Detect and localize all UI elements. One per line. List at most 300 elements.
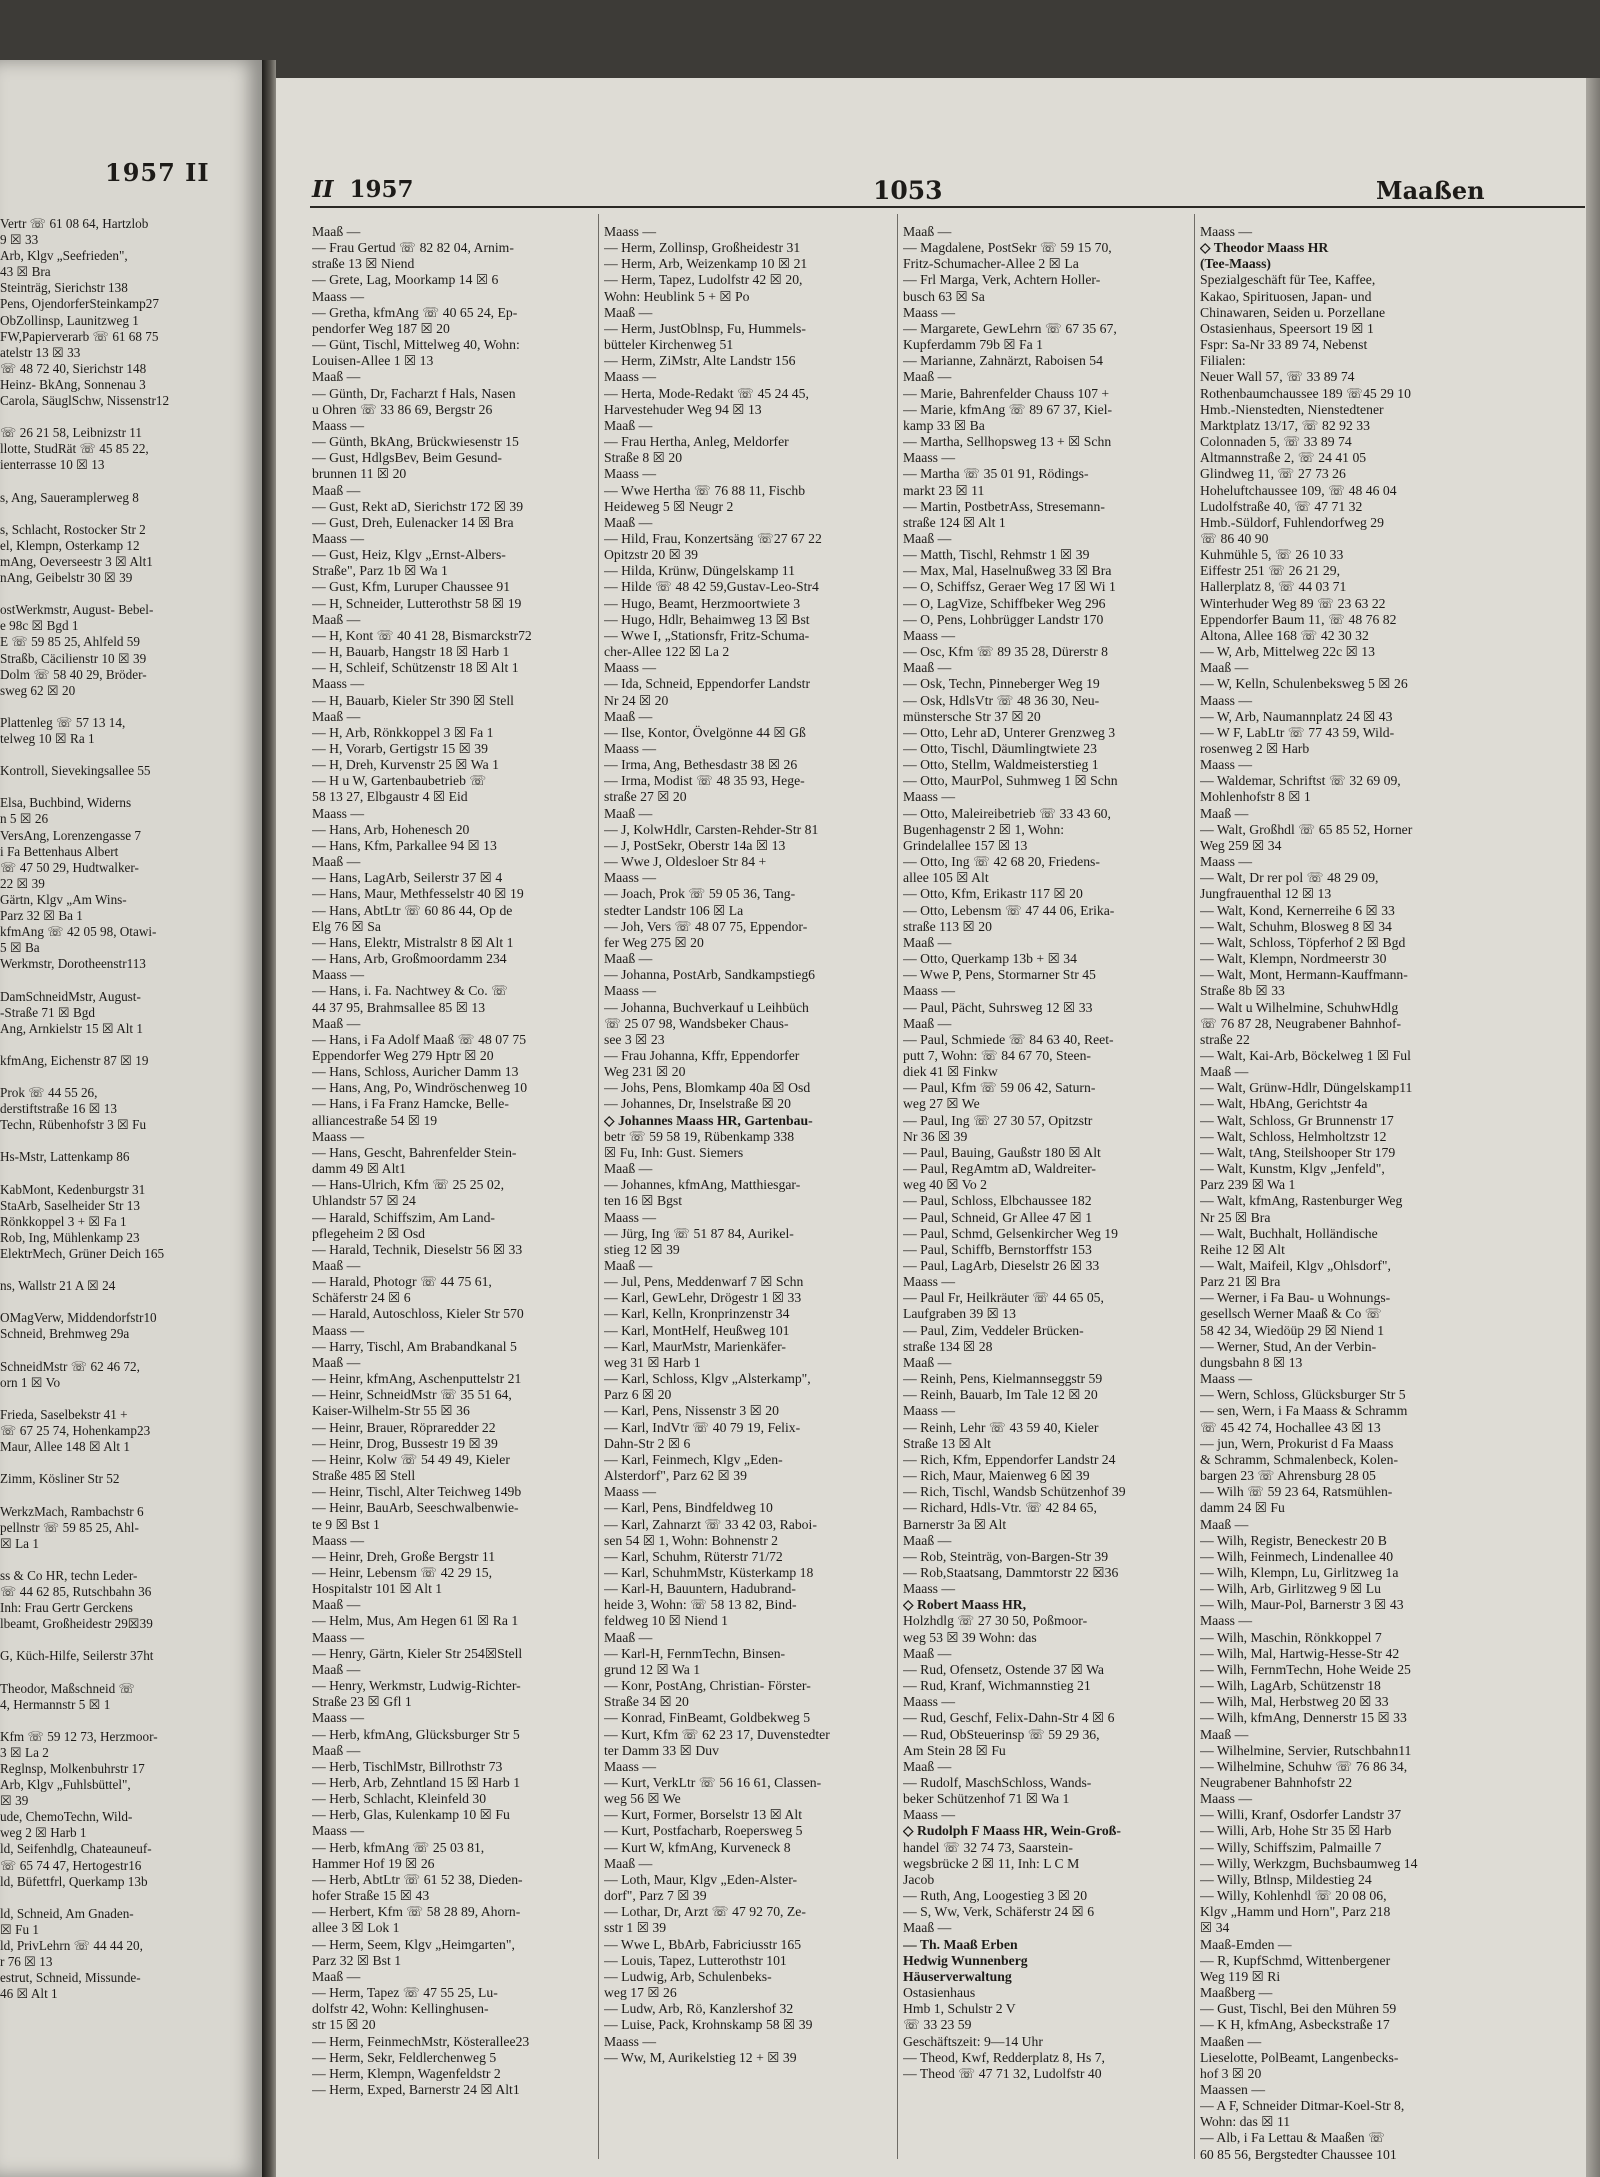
directory-line: — W, Kelln, Schulenbeksweg 5 ☒ 26: [1200, 676, 1408, 692]
directory-line: Maass —: [604, 1484, 657, 1500]
directory-line: s, Ang, Saueramplerweg 8: [0, 489, 139, 505]
directory-line: Maass —: [312, 1823, 365, 1839]
directory-line: Maass —: [312, 1532, 365, 1548]
directory-line: — Paul, LagArb, Dieselstr 26 ☒ 33: [903, 1258, 1100, 1273]
directory-line: handel ☏ 32 74 73, Saarstein-: [903, 1839, 1073, 1855]
directory-line: dorf", Parz 7 ☒ 39: [604, 1888, 707, 1904]
directory-line: [0, 1713, 262, 1729]
directory-line: 60 85 56, Bergstedter Chaussee 101: [1200, 2146, 1397, 2162]
directory-line: Parz 32 ☒ Ba 1: [0, 908, 83, 924]
directory-line: [0, 1455, 262, 1471]
directory-line: Arb, Klgv „Fuhlsbüttel",: [0, 1777, 131, 1793]
directory-line: Maass —: [903, 983, 956, 999]
directory-line: 22 ☒ 39: [0, 875, 45, 891]
column-divider: [1194, 214, 1195, 2159]
directory-line: Maass —: [312, 967, 365, 983]
directory-line: sen 54 ☒ 1, Wohn: Bohnenstr 2: [604, 1532, 779, 1548]
directory-line: derstiftstraße 16 ☒ 13: [0, 1101, 117, 1117]
directory-line: Maaß —: [312, 1015, 361, 1031]
directory-line: Maaß —: [1200, 1064, 1249, 1080]
directory-line: sweg 62 ☒ 20: [0, 682, 76, 698]
directory-line: — Karl, Kelln, Kronprinzenstr 34: [604, 1306, 790, 1322]
directory-line: ◇ Robert Maass HR,: [903, 1597, 1027, 1613]
directory-line: weg 31 ☒ Harb 1: [604, 1354, 701, 1370]
directory-line: ld, Schneid, Am Gnaden-: [0, 1905, 134, 1921]
directory-line: Maaß —: [903, 1758, 952, 1774]
directory-line: Eppendorfer Baum 11, ☏ 48 76 82: [1200, 611, 1397, 627]
directory-line: FW,Papierverarb ☏ 61 68 75: [0, 328, 159, 344]
directory-line: [0, 586, 262, 602]
directory-line: telweg 10 ☒ Ra 1: [0, 731, 95, 746]
directory-line: Weg 119 ☒ Ri: [1200, 1968, 1281, 1984]
directory-line: Lieselotte, PolBeamt, Langenbecks-: [1200, 2049, 1399, 2065]
directory-line: ObZollinsp, Launitzweg 1: [0, 312, 139, 328]
directory-line: Nr 36 ☒ 39: [903, 1128, 968, 1144]
directory-line: Louisen-Allee 1 ☒ 13: [312, 353, 434, 369]
directory-line: ld, Seifenhdlg, Chateauneuf-: [0, 1841, 152, 1857]
directory-line: — Karl, Zahnarzt ☏ 33 42 03, Raboi-: [604, 1516, 817, 1532]
directory-line: Parz 32 ☒ Bst 1: [312, 1952, 402, 1968]
directory-line: — J, PostSekr, Oberstr 14a ☒ 13: [604, 837, 786, 853]
directory-line: Carola, SäuglSchw, Nissenstr12: [0, 393, 170, 409]
directory-line: 9 ☒ 33: [0, 232, 39, 248]
directory-line: — Herb, Glas, Kulenkamp 10 ☒ Fu: [312, 1807, 510, 1823]
directory-line: — Hans, Schloss, Auricher Damm 13: [312, 1064, 519, 1080]
directory-line: — Wilh ☏ 59 23 64, Ratsmühlen-: [1200, 1484, 1393, 1500]
directory-line: 43 ☒ Bra: [0, 264, 51, 280]
directory-line: Rönkkoppel 3 + ☒ Fa 1: [0, 1213, 127, 1229]
directory-line: [0, 1343, 262, 1359]
directory-line: — Paul, Zim, Veddeler Brücken-: [903, 1322, 1084, 1338]
directory-line: — Hilda, Krünw, Düngelskamp 11: [604, 563, 795, 579]
directory-line: — Paul Fr, Heilkräuter ☏ 44 65 05,: [903, 1290, 1104, 1306]
directory-line: ☒ Fu, Inh: Gust. Siemers: [604, 1144, 744, 1160]
directory-line: estrut, Schneid, Missunde-: [0, 1970, 141, 1986]
directory-line: — Jürg, Ing ☏ 51 87 84, Aurikel-: [604, 1225, 794, 1241]
directory-line: Maass —: [312, 676, 365, 692]
directory-line: Maaß —: [312, 369, 361, 385]
directory-line: — Rud, ObSteuerinsp ☏ 59 29 36,: [903, 1726, 1100, 1742]
directory-line: ☏ 44 62 85, Rutschbahn 36: [0, 1583, 152, 1599]
directory-line: [0, 779, 262, 795]
directory-line: — Wwe I, „Stationsfr, Fritz-Schuma-: [604, 627, 810, 643]
directory-line: Parz 21 ☒ Bra: [1200, 1274, 1281, 1290]
directory-line: — Wilh, kfmAng, Dennerstr 15 ☒ 33: [1200, 1710, 1407, 1726]
directory-line: Maaß —: [1200, 660, 1249, 676]
directory-line: Ludolfstraße 40, ☏ 47 71 32: [1200, 498, 1363, 514]
directory-line: — Willy, Werkzgm, Buchsbaumweg 14: [1200, 1855, 1418, 1871]
directory-line: Maaß —: [604, 514, 653, 530]
directory-line: — Kurt, Postfacharb, Roepersweg 5: [604, 1823, 803, 1839]
directory-line: Heinz- BkAng, Sonnenau 3: [0, 376, 146, 392]
directory-line: — Hans, Arb, Großmoordamm 234: [312, 951, 507, 967]
directory-line: weg 53 ☒ 39 Wohn: das: [903, 1629, 1037, 1645]
directory-line: — Harald, Photogr ☏ 44 75 61,: [312, 1274, 492, 1290]
directory-line: Nr 25 ☒ Bra: [1200, 1209, 1271, 1225]
directory-line: — Karl, GewLehr, Drögestr 1 ☒ 33: [604, 1290, 802, 1306]
directory-line: Maaß —: [312, 1258, 361, 1273]
directory-line: — Heinr, Dreh, Große Bergstr 11: [312, 1548, 496, 1564]
column-divider: [598, 214, 599, 2159]
directory-line: Maass —: [1200, 757, 1253, 773]
directory-line: Ostasienhaus, Speersort 19 ☒ 1: [1200, 320, 1374, 336]
directory-line: — Günt, Tischl, Mittelweg 40, Wohn:: [312, 337, 520, 353]
directory-line: — Waldemar, Schriftst ☏ 32 69 09,: [1200, 773, 1401, 789]
directory-line: weg 17 ☒ 26: [604, 1985, 677, 2001]
directory-line: brunnen 11 ☒ 20: [312, 466, 407, 482]
directory-line: Maaß —: [1200, 1726, 1249, 1742]
directory-line: — Theod ☏ 47 71 32, Ludolfstr 40: [903, 2065, 1102, 2081]
directory-line: [0, 747, 262, 763]
directory-line: — Martha, Sellhopsweg 13 + ☒ Schn: [903, 434, 1112, 450]
directory-line: — Herm, FeinmechMstr, Kösterallee23: [312, 2033, 530, 2049]
directory-line: Straße 23 ☒ Gfl 1: [312, 1694, 412, 1710]
directory-line: Winterhuder Weg 89 ☏ 23 63 22: [1200, 595, 1386, 611]
directory-line: — Paul, Pächt, Suhrsweg 12 ☒ 33: [903, 999, 1093, 1015]
directory-line: Hmb.-Nienstedten, Nienstedtener: [1200, 401, 1384, 417]
directory-line: damm 24 ☒ Fu: [1200, 1500, 1285, 1516]
directory-line: ienterrasse 10 ☒ 13: [0, 457, 105, 473]
directory-line: ns, Wallstr 21 A ☒ 24: [0, 1278, 116, 1294]
directory-line: — Wilhelmine, Servier, Rutschbahn11: [1200, 1742, 1412, 1758]
directory-line: Steinträg, Sierichstr 138: [0, 280, 128, 296]
directory-line: Inh: Frau Gertr Gerckens: [0, 1600, 133, 1616]
directory-line: Maass —: [903, 1807, 956, 1823]
directory-line: — Hans, Arb, Hohenesch 20: [312, 821, 470, 837]
directory-line: — Walt, Dr rer pol ☏ 48 29 09,: [1200, 870, 1379, 886]
directory-line: hof 3 ☒ 20: [1200, 2065, 1262, 2081]
directory-line: — Max, Mal, Haselnußweg 33 ☒ Bra: [903, 563, 1112, 579]
directory-line: VersAng, Lorenzengasse 7: [0, 827, 141, 843]
directory-line: Maass —: [312, 417, 365, 433]
directory-line: Elg 76 ☒ Sa: [312, 918, 381, 934]
directory-line: — Karl, Pens, Nissenstr 3 ☒ 20: [604, 1403, 779, 1419]
directory-line: Glindweg 11, ☏ 27 73 26: [1200, 466, 1346, 482]
directory-line: Barnerstr 3a ☒ Alt: [903, 1516, 1007, 1532]
directory-line: — Osk, Techn, Pinneberger Weg 19: [903, 676, 1100, 692]
directory-line: — Hans, Elektr, Mistralstr 8 ☒ Alt 1: [312, 934, 514, 950]
directory-line: — Marie, Bahrenfelder Chauss 107 +: [903, 385, 1110, 401]
directory-line: — Herm, Zollinsp, Großheidestr 31: [604, 240, 801, 256]
directory-line: — Joach, Prok ☏ 59 05 36, Tang-: [604, 886, 796, 902]
directory-line: — Rud, Geschf, Felix-Dahn-Str 4 ☒ 6: [903, 1710, 1115, 1726]
directory-line: (Tee-Maass): [1200, 256, 1271, 272]
directory-line: E ☏ 59 85 25, Ahlfeld 59: [0, 634, 140, 650]
directory-line: Jungfrauenthal 12 ☒ 13: [1200, 886, 1332, 902]
directory-line: — Irma, Ang, Bethesdastr 38 ☒ 26: [604, 757, 798, 773]
directory-line: Kaiser-Wilhelm-Str 55 ☒ 36: [312, 1403, 470, 1419]
directory-line: [0, 1664, 262, 1680]
directory-line: Spezialgeschäft für Tee, Kaffee,: [1200, 272, 1376, 288]
directory-line: ☒ 39: [0, 1793, 29, 1809]
directory-line: — Heinr, Tischl, Alter Teichweg 149b: [312, 1484, 522, 1500]
directory-line: [0, 972, 262, 988]
directory-line: Maass —: [604, 1209, 657, 1225]
directory-line: Maaß —: [604, 708, 653, 724]
directory-line: weg 27 ☒ We: [903, 1096, 980, 1112]
directory-line: WerkzMach, Rambachstr 6: [0, 1503, 144, 1519]
directory-line: — Hild, Frau, Konzertsäng ☏27 67 22: [604, 530, 822, 546]
directory-line: — Hugo, Beamt, Herzmoortwiete 3: [604, 595, 801, 611]
directory-line: Maass —: [1200, 1613, 1253, 1629]
directory-line: weg 2 ☒ Harb 1: [0, 1825, 87, 1841]
directory-line: — Rich, Tischl, Wandsb Schützenhof 39: [903, 1484, 1126, 1500]
directory-line: G, Küch-Hilfe, Seilerstr 37ht: [0, 1648, 154, 1664]
directory-line: ☏ 86 40 90: [1200, 530, 1269, 546]
directory-line: — J, KolwHdlr, Carsten-Rehder-Str 81: [604, 821, 819, 837]
directory-line: Wohn: Heublink 5 + ☒ Po: [604, 288, 750, 304]
directory-line: — Paul, Schloss, Elbchaussee 182: [903, 1193, 1092, 1209]
directory-line: — Walt, Klempn, Nordmeerstr 30: [1200, 951, 1387, 967]
year: 1957: [349, 176, 414, 203]
directory-line: Ostasienhaus: [903, 1985, 976, 2001]
directory-line: pellnstr ☏ 59 85 25, Ahl-: [0, 1519, 139, 1535]
directory-line: — Wwe Hertha ☏ 76 88 11, Fischb: [604, 482, 806, 498]
directory-line: — Werner, i Fa Bau- u Wohnungs-: [1200, 1290, 1391, 1306]
directory-line: — Alb, i Fa Lettau & Maaßen ☏: [1200, 2130, 1386, 2146]
directory-line: — S, Ww, Verk, Schäferstr 24 ☒ 6: [903, 1904, 1095, 1920]
directory-line: — Paul, Bauing, Gaußstr 180 ☒ Alt: [903, 1144, 1101, 1160]
directory-line: — Herm, Tapez, Ludolfstr 42 ☒ 20,: [604, 272, 803, 288]
directory-line: [0, 1037, 262, 1053]
directory-line: — Heinr, BauArb, Seeschwalbenwie-: [312, 1500, 519, 1516]
directory-line: — Herb, TischlMstr, Billrothstr 73: [312, 1758, 503, 1774]
directory-line: KabMont, Kedenburgstr 31: [0, 1181, 146, 1197]
directory-line: Neugrabener Bahnhofstr 22: [1200, 1775, 1353, 1790]
directory-line: — Herm, Arb, Weizenkamp 10 ☒ 21: [604, 256, 808, 272]
directory-line: — Herbert, Kfm ☏ 58 28 89, Ahorn-: [312, 1904, 521, 1920]
directory-line: — Walt u Wilhelmine, SchuhwHdlg: [1200, 999, 1399, 1015]
directory-line: — Theod, Kwf, Redderplatz 8, Hs 7,: [903, 2049, 1105, 2065]
directory-line: Maass —: [312, 1629, 365, 1645]
directory-line: Maass —: [604, 741, 657, 756]
directory-line: — Osc, Kfm ☏ 89 35 28, Dürerstr 8: [903, 644, 1108, 660]
directory-line: — Herta, Mode-Redakt ☏ 45 24 45,: [604, 385, 809, 401]
directory-line: straße 124 ☒ Alt 1: [903, 514, 1006, 530]
directory-line: Filialen:: [1200, 353, 1246, 369]
directory-line: Pens, OjendorferSteinkamp27: [0, 296, 159, 312]
directory-line: pendorfer Weg 187 ☒ 20: [312, 320, 450, 336]
directory-line: — Wilh, Maschin, Rönkkoppel 7: [1200, 1629, 1382, 1645]
directory-line: — Paul, RegAmtm aD, Waldreiter-: [903, 1161, 1096, 1177]
directory-line: — K H, kfmAng, Asbeckstraße 17: [1200, 2017, 1390, 2033]
directory-line: — Martha ☏ 35 01 91, Rödings-: [903, 466, 1089, 482]
directory-line: — Karl, SchuhmMstr, Küsterkamp 18: [604, 1564, 814, 1580]
directory-line: Maaß-Emden —: [1200, 1936, 1292, 1952]
directory-line: ☏ 65 74 47, Hertogestr16: [0, 1857, 142, 1873]
directory-line: bütteler Kirchenweg 51: [604, 337, 734, 353]
directory-line: — Heinr, kfmAng, Aschenputtelstr 21: [312, 1371, 522, 1387]
directory-line: — Jul, Pens, Meddenwarf 7 ☒ Schn: [604, 1274, 804, 1290]
directory-line: — Gust, Tischl, Bei den Mühren 59: [1200, 2001, 1397, 2017]
directory-line: ude, ChemoTechn, Wild-: [0, 1809, 133, 1825]
directory-line: Maass —: [604, 466, 657, 482]
directory-line: — Louis, Tapez, Lutterothstr 101: [604, 1952, 787, 1968]
directory-line: — Henry, Werkmstr, Ludwig-Richter-: [312, 1678, 521, 1694]
directory-line: — Willy, Kohlenhdl ☏ 20 08 06,: [1200, 1888, 1387, 1904]
directory-line: — Hans, Kfm, Parkallee 94 ☒ 13: [312, 837, 497, 853]
directory-line: SchneidMstr ☏ 62 46 72,: [0, 1358, 140, 1374]
directory-line: — Johannes, kfmAng, Matthiesgar-: [604, 1177, 801, 1193]
directory-line: — Karl-H, FernmTechn, Binsen-: [604, 1645, 786, 1661]
directory-line: — Konr, PostAng, Christian- Förster-: [604, 1678, 811, 1694]
directory-line: Maass —: [1200, 1371, 1253, 1387]
directory-line: — Irma, Modist ☏ 48 35 93, Hege-: [604, 773, 805, 789]
directory-line: — Walt, Großhdl ☏ 65 85 52, Horner: [1200, 821, 1413, 837]
directory-line: straße 22: [1200, 1031, 1250, 1047]
directory-line: — Walt, tAng, Steilshooper Str 179: [1200, 1144, 1396, 1160]
directory-line: ☒ 34: [1200, 1920, 1230, 1936]
directory-line: Maaß —: [312, 224, 361, 239]
directory-line: — Ww, M, Aurikelstieg 12 + ☒ 39: [604, 2049, 797, 2065]
directory-line: ☏ 26 21 58, Leibnizstr 11: [0, 425, 142, 441]
directory-line: — H, Kont ☏ 40 41 28, Bismarckstr72: [312, 627, 532, 643]
directory-line: Maass —: [604, 870, 657, 886]
directory-line: — Kurt, Kfm ☏ 62 23 17, Duvenstedter: [604, 1726, 830, 1742]
directory-line: Kuhmühle 5, ☏ 26 10 33: [1200, 547, 1344, 563]
directory-line: Maass —: [1200, 692, 1253, 708]
running-head-name: Maaßen: [1376, 176, 1485, 205]
directory-line: — Günth, Dr, Facharzt f Hals, Nasen: [312, 385, 516, 401]
directory-line: — H u W, Gartenbaubetrieb ☏: [312, 773, 487, 789]
directory-line: Maaß —: [1200, 805, 1249, 821]
directory-line: — Wwe L, BbArb, Fabriciusstr 165: [604, 1936, 802, 1952]
directory-line: kfmAng ☏ 42 05 98, Otawi-: [0, 924, 157, 940]
directory-line: — Rob,Staatsang, Dammtorstr 22 ☒36: [903, 1564, 1119, 1580]
directory-line: Nr 24 ☒ 20: [604, 692, 669, 708]
directory-line: [0, 1262, 262, 1278]
directory-line: — Reinh, Bauarb, Im Tale 12 ☒ 20: [903, 1387, 1098, 1403]
directory-line: bargen 23 ☏ Ahrensburg 28 05: [1200, 1468, 1376, 1484]
directory-line: straße 13 ☒ Niend: [312, 256, 415, 272]
directory-line: — Herm, Seem, Klgv „Heimgarten",: [312, 1936, 515, 1952]
directory-line: Am Stein 28 ☒ Fu: [903, 1742, 1006, 1758]
directory-line: Maaß —: [312, 1742, 361, 1758]
directory-line: Maass —: [903, 627, 956, 643]
directory-line: Maaß —: [903, 530, 952, 546]
directory-line: — Karl, Feinmech, Klgv „Eden-: [604, 1451, 783, 1467]
directory-line: ☏ 25 07 98, Wandsbeker Chaus-: [604, 1015, 789, 1031]
directory-line: lbeamt, Großheidestr 29☒39: [0, 1616, 153, 1632]
directory-line: Schäferstr 24 ☒ 6: [312, 1290, 411, 1306]
directory-line: — Wilh, Mal, Herbstweg 20 ☒ 33: [1200, 1694, 1389, 1710]
directory-line: — Gretha, kfmAng ☏ 40 65 24, Ep-: [312, 304, 518, 320]
directory-line: ☏ 67 25 74, Hohenkamp23: [0, 1423, 151, 1439]
directory-line: — Kurt W, kfmAng, Kurveneck 8: [604, 1839, 791, 1855]
directory-line: ter Damm 33 ☒ Duv: [604, 1742, 719, 1758]
directory-line: — Ruth, Ang, Loogestieg 3 ☒ 20: [903, 1888, 1088, 1904]
directory-line: Maaß —: [604, 1855, 653, 1871]
directory-line: straße 27 ☒ 20: [604, 789, 687, 805]
directory-line: Maassen —: [1200, 2081, 1266, 2097]
directory-line: — H, Bauarb, Hangstr 18 ☒ Harb 1: [312, 644, 510, 660]
directory-line: Opitzstr 20 ☒ 39: [604, 547, 699, 563]
directory-line: Maaß —: [903, 1354, 952, 1370]
directory-line: Maass —: [604, 1758, 657, 1774]
directory-line: — Walt, Grünw-Hdlr, Düngelskamp11: [1200, 1080, 1413, 1096]
directory-line: — Walt, Kond, Kernerreihe 6 ☒ 33: [1200, 902, 1395, 918]
directory-line: Maass —: [604, 660, 657, 676]
directory-line: — Herb, kfmAng, Glücksburger Str 5: [312, 1726, 520, 1742]
directory-line: — H, Schneider, Lutterothstr 58 ☒ 19: [312, 595, 522, 611]
directory-line: — Rob, Steinträg, von-Bargen-Str 39: [903, 1548, 1109, 1564]
directory-line: — Frl Marga, Verk, Achtern Holler-: [903, 272, 1101, 288]
directory-line: ostWerkmstr, August- Bebel-: [0, 602, 154, 618]
directory-line: — H, Schleif, Schützenstr 18 ☒ Alt 1: [312, 660, 519, 676]
directory-line: dolfstr 42, Wohn: Kellinghusen-: [312, 2001, 489, 2017]
directory-line: — Reinh, Lehr ☏ 43 59 40, Kieler: [903, 1419, 1099, 1435]
directory-line: Frieda, Saselbekstr 41 +: [0, 1406, 128, 1422]
directory-line: — Otto, Stellm, Waldmeisterstieg 1: [903, 757, 1099, 773]
directory-line: 46 ☒ Alt 1: [0, 1986, 58, 2002]
directory-line: Vertr ☏ 61 08 64, Hartzlob: [0, 216, 149, 231]
directory-line: — Walt, Kai-Arb, Böckelweg 1 ☒ Ful: [1200, 1047, 1411, 1063]
directory-line: wegsbrücke 2 ☒ 11, Inh: L C M: [903, 1855, 1080, 1871]
directory-line: — W, Arb, Mittelweg 22c ☒ 13: [1200, 644, 1375, 660]
directory-line: — O, Pens, Lohbrügger Landstr 170: [903, 611, 1104, 627]
directory-line: Altmannstraße 2, ☏ 24 41 05: [1200, 450, 1367, 466]
directory-line: — H, Bauarb, Kieler Str 390 ☒ Stell: [312, 692, 514, 708]
directory-line: — Walt, Maifeil, Klgv „Ohlsdorf",: [1200, 1258, 1391, 1273]
directory-line: münstersche Str 37 ☒ 20: [903, 708, 1041, 724]
directory-line: — Karl, IndVtr ☏ 40 79 19, Felix-: [604, 1419, 801, 1435]
directory-line: — Willy, Schiffszim, Palmaille 7: [1200, 1839, 1382, 1855]
directory-line: Maaß —: [312, 1968, 361, 1984]
directory-line: — Walt, Kunstm, Klgv „Jenfeld",: [1200, 1161, 1385, 1177]
directory-line: 3 ☒ La 2: [0, 1744, 49, 1760]
directory-line: — Johanna, PostArb, Sandkampstieg6: [604, 967, 816, 983]
directory-line: damm 49 ☒ Alt1: [312, 1161, 407, 1177]
directory-line: Maass —: [903, 1403, 956, 1419]
directory-line: Fritz-Schumacher-Allee 2 ☒ La: [903, 256, 1079, 272]
directory-line: alliancestraße 54 ☒ 19: [312, 1112, 438, 1128]
directory-line: Weg 231 ☒ 20: [604, 1064, 686, 1080]
directory-line: — Joh, Vers ☏ 48 07 75, Eppendor-: [604, 918, 808, 934]
directory-line: Klgv „Hamm und Horn", Parz 218: [1200, 1904, 1391, 1920]
directory-line: — Hans, Ang, Po, Windröschenweg 10: [312, 1080, 528, 1096]
directory-line: — Walt, Schloss, Töpferhof 2 ☒ Bgd: [1200, 934, 1406, 950]
directory-column-1: [312, 224, 595, 2098]
directory-line: — Harald, Autoschloss, Kieler Str 570: [312, 1306, 524, 1322]
directory-line: — Hans, Gescht, Bahrenfelder Stein-: [312, 1144, 517, 1160]
directory-line: Maass —: [604, 2033, 657, 2049]
directory-line: ☒ Fu 1: [0, 1921, 39, 1937]
directory-line: — Herm, JustOblnsp, Fu, Hummels-: [604, 320, 806, 336]
directory-line: Maass —: [903, 1581, 956, 1597]
directory-line: — Rudolf, MaschSchloss, Wands-: [903, 1775, 1092, 1790]
directory-line: — Otto, Kfm, Erikastr 117 ☒ 20: [903, 886, 1083, 902]
directory-line: [0, 699, 262, 715]
directory-column-3: [903, 224, 1186, 2082]
left-running-head: 1957 II: [105, 158, 210, 187]
directory-line: — Harald, Technik, Dieselstr 56 ☒ 33: [312, 1241, 523, 1257]
directory-line: — Gust, HdlgsBev, Beim Gesund-: [312, 450, 502, 466]
directory-line: — Hans, i Fa Adolf Maaß ☏ 48 07 75: [312, 1031, 527, 1047]
directory-line: s, Schlacht, Rostocker Str 2: [0, 521, 146, 537]
directory-line: straße 134 ☒ 28: [903, 1338, 993, 1354]
directory-line: Dahn-Str 2 ☒ 6: [604, 1435, 691, 1451]
directory-line: — Ida, Schneid, Eppendorfer Landstr: [604, 676, 811, 692]
directory-line: — O, LagVize, Schiffbeker Weg 296: [903, 595, 1106, 611]
directory-line: — Karl, Schloss, Klgv „Alsterkamp",: [604, 1371, 811, 1387]
directory-line: beker Schützenhof 71 ☒ Wa 1: [903, 1791, 1070, 1807]
directory-line: Maass —: [903, 1694, 956, 1710]
directory-line: — Johanna, Buchverkauf u Leihbüch: [604, 999, 809, 1015]
directory-line: — Loth, Maur, Klgv „Eden-Alster-: [604, 1871, 798, 1887]
directory-line: ☏ 48 72 40, Sierichstr 148: [0, 360, 147, 376]
directory-line: ☒ La 1: [0, 1535, 39, 1551]
directory-line: Holzhdlg ☏ 27 30 50, Poßmoor-: [903, 1613, 1088, 1629]
